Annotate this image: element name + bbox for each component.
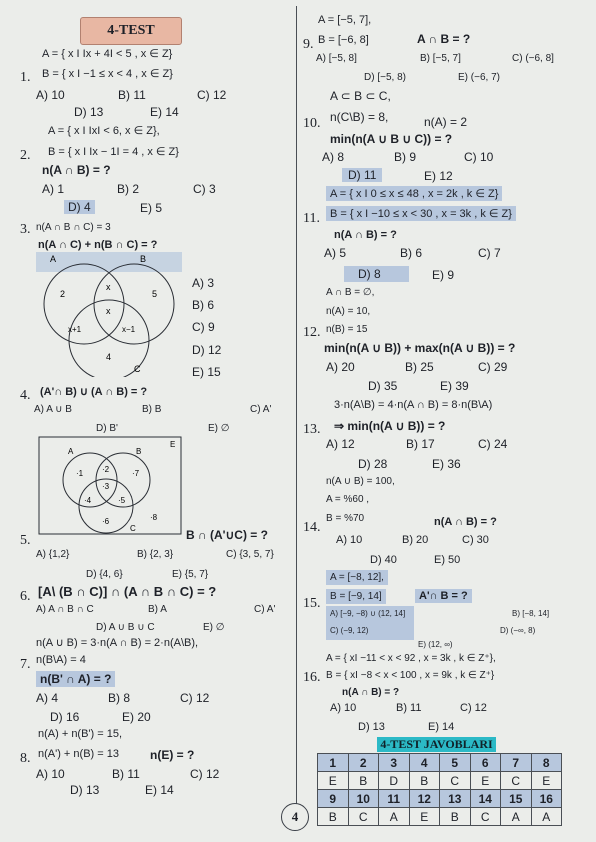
q7-condition-1: n(A ∪ B) = 3·n(A ∩ B) = 2·n(A\B), (36, 637, 199, 649)
q12-condition-3: n(B) = 15 (326, 324, 368, 335)
answer-cell: D (379, 772, 410, 790)
answer-cell: 3 (379, 754, 410, 772)
q14-option-a[interactable]: A) 10 (336, 534, 363, 546)
q6-number: 6. (20, 589, 31, 604)
q15-option-a[interactable]: A) [−9, −8) ∪ (12, 14] (330, 609, 406, 618)
q3-option-e[interactable]: E) 15 (192, 365, 221, 379)
q3-number: 3. (20, 222, 31, 237)
answer-cell: C (440, 772, 471, 790)
q12-number: 12. (303, 325, 321, 340)
answer-row-letters-2 (318, 808, 562, 826)
q10-option-a[interactable]: A) 8 (322, 150, 345, 164)
q8-number: 8. (20, 751, 31, 766)
answer-cell: 12 (409, 790, 440, 808)
q7-option-c[interactable]: C) 12 (180, 691, 210, 705)
q8-option-a[interactable]: A) 10 (36, 767, 65, 781)
page-number: 4 (281, 803, 309, 831)
q16-set-b: B = { xI −8 < x < 100 , x = 9k , k ∈ Z⁺} (326, 670, 495, 681)
venn-region-a-only: 2 (60, 289, 66, 299)
q9-set-b: B = [−6, 8] (318, 34, 369, 46)
q11-set-b: B = { x I −10 ≤ x < 30 , x = 3k , k ∈ Z} (326, 206, 516, 221)
q10-option-e[interactable]: E) 12 (424, 169, 453, 183)
q13-question: ⇒ min(n(A ∪ B)) = ? (334, 419, 446, 433)
answer-cell: A (379, 808, 410, 826)
answer-cell: 11 (379, 790, 410, 808)
q14-option-d[interactable]: D) 40 (370, 554, 397, 566)
venn-element-6: ·6 (102, 517, 110, 526)
q11-question: n(A ∩ B) = ? (334, 229, 397, 241)
answer-cell: E (318, 772, 349, 790)
q5-question: B ∩ (A'∪C) = ? (186, 528, 268, 542)
answer-cell: 6 (470, 754, 501, 772)
venn-label-a: A (50, 254, 57, 264)
q12-condition-1: A ∩ B = ∅, (326, 287, 375, 298)
q15-option-e[interactable]: E) (12, ∞) (418, 640, 453, 649)
venn-label-b: B (136, 447, 142, 456)
answer-cell: 13 (440, 790, 471, 808)
q4-question: (A'∩ B) ∪ (A ∩ B) = ? (40, 386, 148, 398)
q1-option-e[interactable]: E) 14 (150, 105, 179, 119)
q11-option-d[interactable]: D) 8 (344, 266, 409, 282)
q16-option-d[interactable]: D) 13 (358, 721, 385, 733)
q11-option-e[interactable]: E) 9 (432, 268, 455, 282)
q11-option-b[interactable]: B) 6 (400, 246, 423, 260)
venn-region-bc: x−1 (122, 325, 136, 334)
q8-option-c[interactable]: C) 12 (190, 767, 220, 781)
q12-option-d[interactable]: D) 35 (368, 379, 398, 393)
q14-number: 14. (303, 520, 321, 535)
answer-row-numbers-2 (318, 790, 562, 808)
q15-question: A'∩ B = ? (415, 589, 472, 603)
venn-label-e: E (170, 440, 176, 449)
q15-option-c[interactable]: C) (−9, 12) (330, 626, 369, 635)
q9-option-c[interactable]: C) (−6, 8] (512, 53, 554, 64)
q16-set-a: A = { xI −11 < x < 92 , x = 3k , k ∈ Z⁺}, (326, 653, 496, 664)
q10-number: 10. (303, 116, 321, 131)
column-divider (296, 6, 297, 818)
answer-cell: E (470, 772, 501, 790)
answer-cell: C (501, 772, 532, 790)
q3-option-c[interactable]: C) 9 (192, 320, 215, 334)
venn-label-c: C (130, 524, 136, 533)
q1-option-d[interactable]: D) 13 (74, 105, 104, 119)
answer-cell: 1 (318, 754, 349, 772)
q3-question: n(A ∩ C) + n(B ∩ C) = ? (38, 239, 158, 251)
q1-option-b[interactable]: B) 11 (118, 88, 146, 102)
q9-option-b[interactable]: B) [−5, 7] (420, 53, 461, 64)
answer-cell: 16 (531, 790, 562, 808)
q16-option-e[interactable]: E) 14 (428, 721, 455, 733)
q5-number: 5. (20, 533, 31, 548)
q12-option-c[interactable]: C) 29 (478, 360, 508, 374)
q10-option-d[interactable]: D) 11 (342, 168, 382, 182)
q14-option-c[interactable]: C) 30 (462, 534, 489, 546)
q15-set-b: B = [−9, 14] (326, 589, 386, 604)
venn-element-2: ·2 (102, 465, 110, 474)
q12-option-a[interactable]: A) 20 (326, 360, 355, 374)
q2-option-d[interactable]: D) 4 (64, 200, 95, 214)
q7-option-d[interactable]: D) 16 (50, 710, 80, 724)
venn-element-5: ·5 (118, 496, 126, 505)
q3-option-a[interactable]: A) 3 (192, 276, 215, 290)
q6-option-e[interactable]: E) ∅ (203, 622, 225, 633)
q4-option-c[interactable]: C) A' (250, 404, 272, 415)
q15-set-a: A = [−8, 12], (326, 570, 388, 585)
q6-option-a[interactable]: A) A ∩ B ∩ C (36, 604, 94, 615)
venn-region-ab: x (106, 282, 111, 292)
universe-box (39, 437, 181, 534)
answer-cell: 15 (501, 790, 532, 808)
venn-element-7: ·7 (132, 469, 140, 478)
q11-option-c[interactable]: C) 7 (478, 246, 501, 260)
q13-number: 13. (303, 422, 321, 437)
q10-question: min(n(A ∪ B ∪ C)) = ? (330, 132, 453, 146)
venn-highlight (36, 252, 182, 272)
q8-option-e[interactable]: E) 14 (145, 783, 174, 797)
q4-option-a[interactable]: A) A ∪ B (34, 404, 72, 415)
q9-option-a[interactable]: A) [−5, 8] (316, 53, 357, 64)
q14-option-b[interactable]: B) 20 (402, 534, 429, 546)
answer-cell: 7 (501, 754, 532, 772)
q1-option-a[interactable]: A) 10 (36, 88, 65, 102)
answer-key-table (317, 753, 562, 826)
q15-option-d[interactable]: D) (−∞, 8) (500, 626, 536, 635)
test-title: 4-TEST (80, 17, 182, 45)
q11-number: 11. (303, 211, 320, 226)
q7-option-e[interactable]: E) 20 (122, 710, 151, 724)
q1-option-c[interactable]: C) 12 (197, 88, 227, 102)
q5-option-e[interactable]: E) {5, 7} (172, 569, 209, 580)
q16-option-c[interactable]: C) 12 (460, 702, 487, 714)
q16-number: 16. (303, 670, 321, 685)
q6-option-b[interactable]: B) A (148, 604, 167, 615)
q6-option-c[interactable]: C) A' (254, 604, 276, 615)
q5-option-c[interactable]: C) {3, 5, 7} (226, 549, 274, 560)
q10-condition-2: n(C\B) = 8, (330, 110, 389, 124)
answer-cell: 8 (531, 754, 562, 772)
q14-option-e[interactable]: E) 50 (434, 554, 461, 566)
q13-option-b[interactable]: B) 17 (406, 437, 435, 451)
q9-option-d[interactable]: D) [−5, 8) (364, 72, 406, 83)
q2-option-b[interactable]: B) 2 (117, 182, 140, 196)
q14-condition-3: B = %70 (326, 513, 365, 524)
venn-element-1: ·1 (76, 469, 84, 478)
venn-label-b: B (140, 254, 147, 264)
q16-option-b[interactable]: B) 11 (396, 702, 422, 714)
q13-option-c[interactable]: C) 24 (478, 437, 508, 451)
q7-condition-2: n(B\A) = 4 (36, 654, 86, 666)
answer-cell: B (348, 772, 379, 790)
q9-option-e[interactable]: E) (−6, 7) (458, 72, 500, 83)
answer-cell: 2 (348, 754, 379, 772)
q8-option-d[interactable]: D) 13 (70, 783, 100, 797)
answer-cell: C (470, 808, 501, 826)
q12-option-b[interactable]: B) 25 (405, 360, 434, 374)
q16-question: n(A ∩ B) = ? (342, 687, 400, 698)
answer-cell: E (531, 772, 562, 790)
answer-row-letters-1 (318, 772, 562, 790)
answer-cell: E (409, 808, 440, 826)
q1-number: 1. (20, 70, 31, 85)
q10-condition-3: n(A) = 2 (424, 115, 468, 129)
q6-option-d[interactable]: D) A ∪ B ∪ C (96, 622, 155, 633)
venn-element-3: ·3 (102, 482, 110, 491)
q10-option-b[interactable]: B) 9 (394, 150, 417, 164)
venn-element-4: ·4 (84, 496, 92, 505)
q1-set-a: A = { x I Ix + 4I < 5 , x ∈ Z} (42, 48, 173, 60)
q7-number: 7. (20, 657, 31, 672)
answer-cell: 9 (318, 790, 349, 808)
q9-set-a: A = [−5, 7], (318, 14, 372, 26)
answer-cell: 5 (440, 754, 471, 772)
answer-cell: B (318, 808, 349, 826)
answer-cell: 10 (348, 790, 379, 808)
q7-question: n(B' ∩ A) = ? (36, 671, 115, 687)
answer-cell: A (501, 808, 532, 826)
circle-a (44, 264, 124, 344)
q8-condition-2: n(A') + n(B) = 13 (38, 748, 119, 760)
venn-region-c-only: 4 (106, 352, 112, 362)
answer-cell: B (440, 808, 471, 826)
q3-option-b[interactable]: B) 6 (192, 298, 215, 312)
q1-set-b: B = { x I −1 ≤ x < 4 , x ∈ Z} (42, 68, 173, 80)
venn-region-abc: x (106, 306, 111, 316)
venn-region-ac: x+1 (68, 325, 82, 334)
q8-option-b[interactable]: B) 11 (112, 767, 140, 781)
venn-element-8: ·8 (150, 513, 158, 522)
q2-option-c[interactable]: C) 3 (193, 182, 216, 196)
q12-option-e[interactable]: E) 39 (440, 379, 469, 393)
venn-label-a: A (68, 447, 74, 456)
q12-condition-2: n(A) = 10, (326, 306, 371, 317)
q13-option-a[interactable]: A) 12 (326, 437, 355, 451)
q15-number: 15. (303, 596, 321, 611)
q4-option-e[interactable]: E) ∅ (208, 423, 230, 434)
answer-key-title: 4-TEST JAVOBLARI (377, 737, 496, 752)
q5-option-d[interactable]: D) {4, 6} (86, 569, 123, 580)
q13-option-d[interactable]: D) 28 (358, 457, 388, 471)
q5-venn-diagram (38, 436, 182, 536)
q11-option-a[interactable]: A) 5 (324, 246, 347, 260)
answer-cell: A (531, 808, 562, 826)
venn-label-c: C (134, 364, 141, 374)
q13-option-e[interactable]: E) 36 (432, 457, 461, 471)
q12-question: min(n(A ∪ B)) + max(n(A ∪ B)) = ? (324, 341, 516, 355)
q2-set-a: A = { x I IxI < 6, x ∈ Z}, (48, 125, 160, 137)
q14-question: n(A ∩ B) = ? (434, 516, 497, 528)
q15-option-b[interactable]: B) [−8, 14] (512, 609, 550, 618)
q4-number: 4. (20, 388, 31, 403)
answer-row-numbers-1 (318, 754, 562, 772)
q2-option-a[interactable]: A) 1 (42, 182, 65, 196)
q2-question: n(A ∩ B) = ? (42, 163, 111, 177)
answer-cell: B (409, 772, 440, 790)
q14-condition-1: n(A ∪ B) = 100, (326, 476, 395, 487)
q8-condition-1: n(A) + n(B') = 15, (38, 728, 123, 740)
q7-option-a[interactable]: A) 4 (36, 691, 59, 705)
q10-option-c[interactable]: C) 10 (464, 150, 494, 164)
q8-question: n(E) = ? (150, 748, 195, 762)
venn-region-b-only: 5 (152, 289, 158, 299)
q3-given: n(A ∩ B ∩ C) = 3 (36, 222, 111, 233)
q11-set-a: A = { x I 0 ≤ x ≤ 48 , x = 2k , k ∈ Z} (326, 186, 502, 201)
q9-question: A ∩ B = ? (417, 32, 471, 46)
q16-option-a[interactable]: A) 10 (330, 702, 357, 714)
q3-venn-diagram (34, 252, 184, 377)
q2-option-e[interactable]: E) 5 (140, 201, 163, 215)
q14-condition-2: A = %60 , (326, 494, 370, 505)
answer-cell: 4 (409, 754, 440, 772)
q6-question: [A\ (B ∩ C)] ∩ (A ∩ B ∩ C) = ? (38, 584, 217, 599)
q9-number: 9. (303, 37, 314, 52)
q13-condition: 3·n(A\B) = 4·n(A ∩ B) = 8·n(B\A) (334, 399, 493, 411)
q4-option-d[interactable]: D) B' (96, 423, 118, 434)
q2-number: 2. (20, 148, 31, 163)
answer-cell: C (348, 808, 379, 826)
q10-condition-1: A ⊂ B ⊂ C, (330, 89, 391, 103)
answer-cell: 14 (470, 790, 501, 808)
q5-option-b[interactable]: B) {2, 3} (137, 549, 174, 560)
q2-set-b: B = { x I Ix − 1I = 4 , x ∈ Z} (48, 146, 179, 158)
q4-option-b[interactable]: B) B (142, 404, 162, 415)
q7-option-b[interactable]: B) 8 (108, 691, 131, 705)
q3-option-d[interactable]: D) 12 (192, 343, 222, 357)
q5-option-a[interactable]: A) {1,2} (36, 549, 70, 560)
